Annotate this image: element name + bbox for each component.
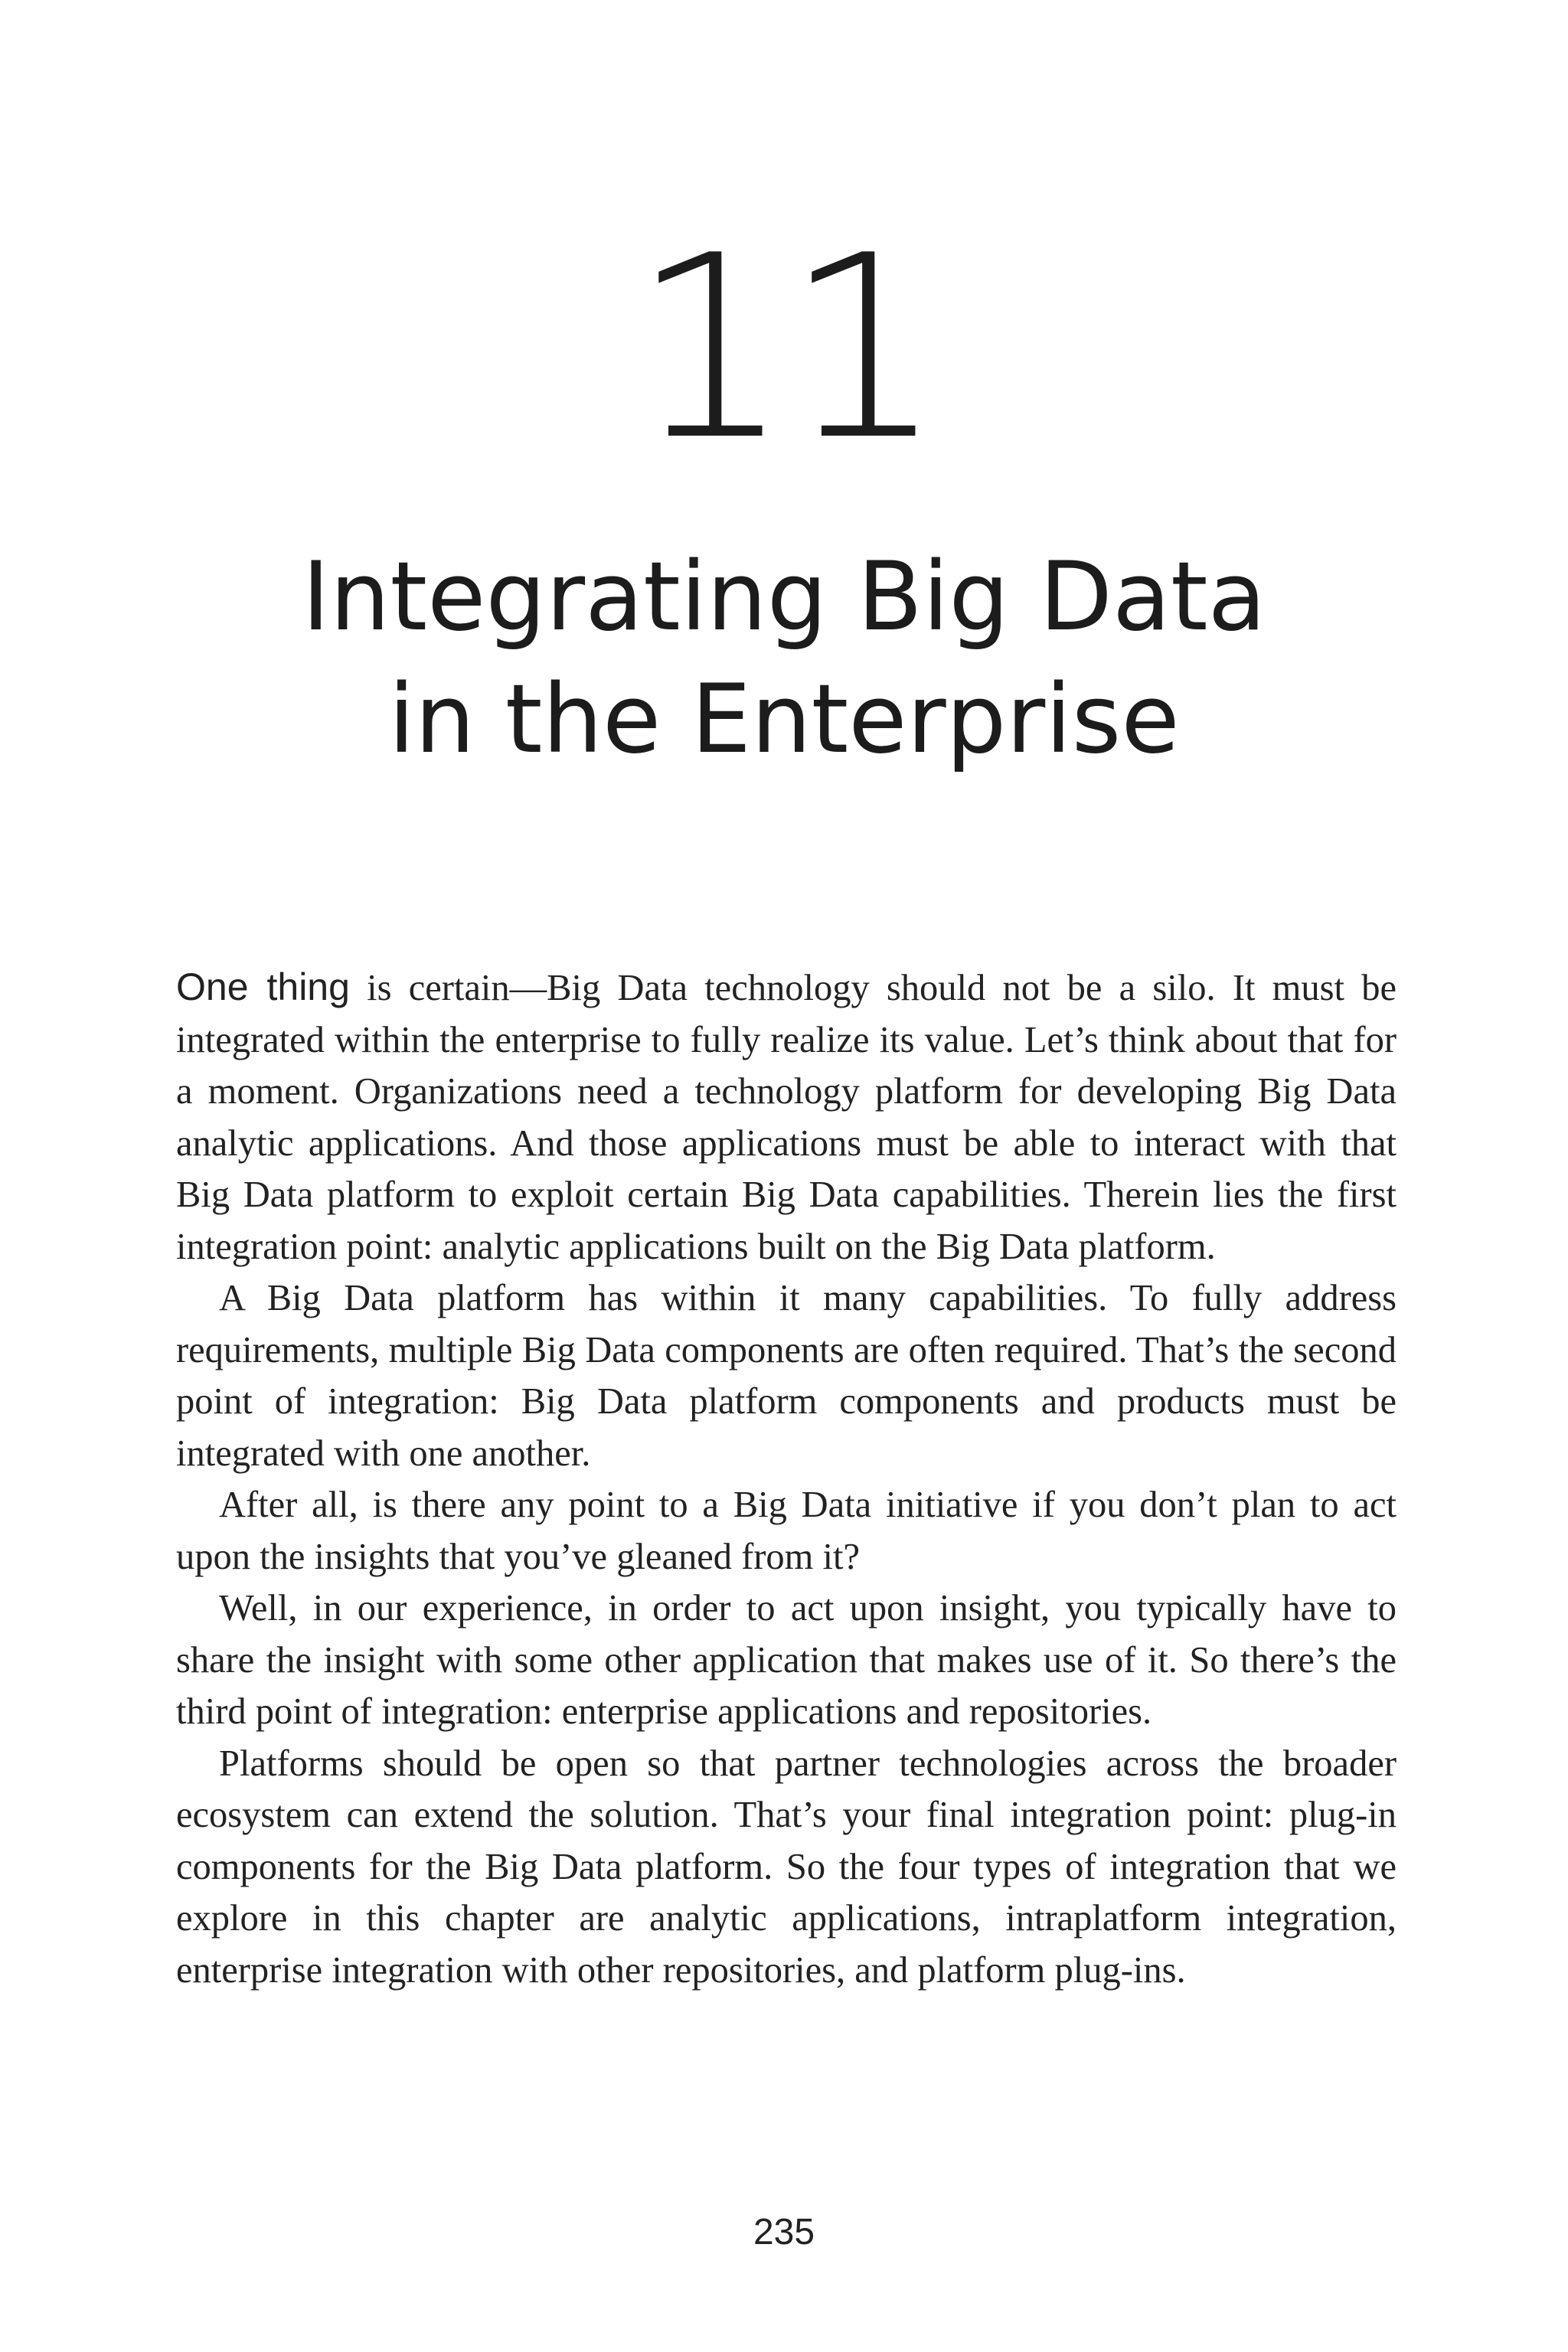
page-number: 235: [753, 2212, 815, 2252]
chapter-title-line-2: in the Enterprise: [388, 665, 1180, 775]
chapter-body: [176, 962, 1396, 1996]
paragraph-3: After all, is there any point to a Big Data initiative if you don’t plan to act upon the insights that you’ve gleaned from it?: [176, 1485, 1396, 1577]
paragraph-5: Platforms should be open so that partner technologies across the broader ecosystem can extend the solution. That’s your final integration point: plug-in components for the Big Data platform. So the four types of integration that we explore in this chapter are analytic applications, intraplatform integration, enterprise integration with other repositories, and platform plug-ins.: [176, 1743, 1396, 1991]
paragraph-2: A Big Data platform has within it many capabilities. To fully address requirements, multiple Big Data components are often required. That’s the second point of integration: Big Data platform components and products must be integrated with one another.: [176, 1278, 1396, 1474]
lead-in: One thing: [176, 965, 350, 1008]
paragraph-1: [176, 962, 1396, 1272]
chapter-title-line-1: Integrating Big Data: [302, 542, 1266, 652]
chapter-number: 11: [631, 201, 937, 495]
chapter-title: [0, 536, 1568, 781]
paragraph-4: Well, in our experience, in order to act upon insight, you typically have to share the insight with some other application that makes use of it. So there’s the third point of integration: enterprise applications and repositories.: [176, 1588, 1396, 1732]
paragraph-1-text: is certain—Big Data technology should not be a silo. It must be integrated within the enterprise to fully realize its value. Let’s think about that for a moment. Organizations need a technology platform for developing Big Data analytic applications. And those applications must be able to interact with that Big Data platform to exploit certain Big Data capabilities. Therein lies the first integration point: analytic applications built on the Big Data platform.: [176, 968, 1396, 1267]
